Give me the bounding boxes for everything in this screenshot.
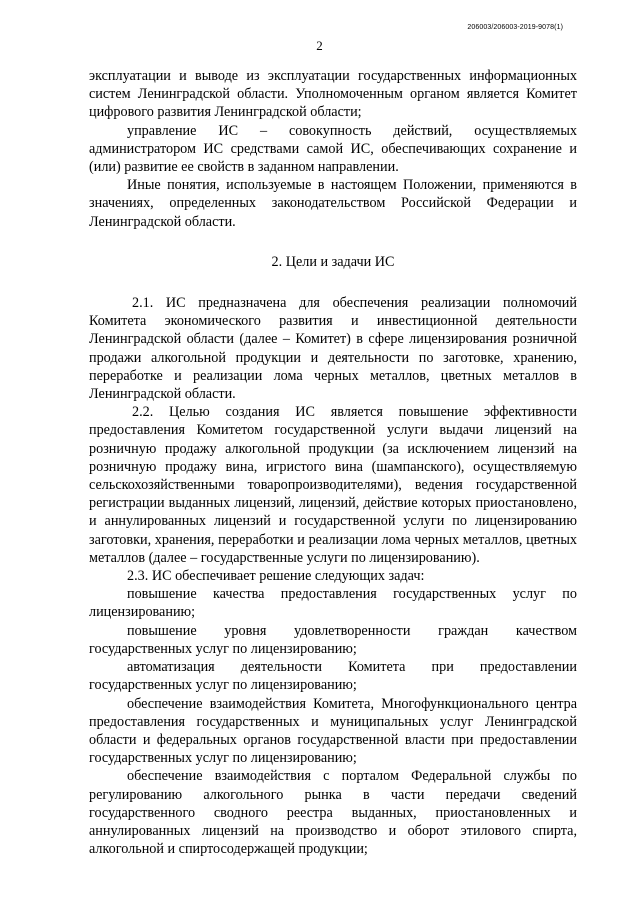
document-id: 206003/206003-2019-9078(1) (467, 24, 563, 31)
paragraph-continuation: эксплуатации и выводе из эксплуатации государственных информационных систем Ленинградской области. Уполномоченным органом является Комитет цифрового развития Ленинградской области; (89, 68, 577, 121)
task-item-4: обеспечение взаимодействия Комитета, Многофункционального центра предоставления государственных и муниципальных услуг Ленинградской области и федеральных органов государственной власти при предоставлении государственных услуг по лицензированию; (89, 695, 577, 767)
paragraph-is-management: управление ИС – совокупность действий, осуществляемых администратором ИС средствами самой ИС, обеспечивающих сохранение и (или) развитие ее свойств в заданном направлении. (89, 122, 577, 176)
section-heading: 2. Цели и задачи ИС (271, 253, 395, 270)
paragraph-2-3: 2.3. ИС обеспечивает решение следующих задач: (127, 568, 425, 585)
task-item-1: повышение качества предоставления государственных услуг по лицензированию; (89, 586, 577, 621)
task-item-5: обеспечение взаимодействия с порталом Федеральной службы по регулированию алкогольного рынка в части передачи сведений государственного сводного реестра выданных, приостановленных и аннулированных лицензий на производство и оборот этилового спирта, алкогольной и спиртосодержащей продукции; (89, 768, 577, 858)
task-item-2: повышение уровня удовлетворенности граждан качеством государственных услуг по лицензированию; (89, 622, 577, 657)
paragraph-2-1: 2.1. ИС предназначена для обеспечения реализации полномочий Комитета экономического развития и инвестиционной деятельности Ленинградской области (далее – Комитет) в сфере лицензирования розничной продажи алкогольной продукции и деятельности по заготовке, хранению, переработке и реализации лома черных металлов, цветных металлов в Ленинградской области. (89, 295, 577, 403)
paragraph-2-2: 2.2. Целью создания ИС является повышение эффективности предоставления Комитетом государственной услуги выдачи лицензий на розничную продажу алкогольной продукции (за исключением лицензий на розничную продажу вина, игристого вина (шампанского), осуществляемую сельскохозяйственными товаропроизводителями), ведения государственной регистрации выданных лицензий, лицензий, действие которых приостановлено, и аннулированных лицензий и государственной услуги по лицензированию заготовки, хранения, переработки и реализации лома черных металлов, цветных металлов (далее – государственные услуги по лицензированию). (89, 404, 577, 566)
page-number: 2 (316, 38, 323, 53)
task-item-3: автоматизация деятельности Комитета при предоставлении государственных услуг по лицензированию; (89, 659, 577, 694)
document-body (89, 67, 577, 858)
paragraph-other-terms: Иные понятия, используемые в настоящем Положении, применяются в значениях, определенных законодательством Российской Федерации и Ленинградской области. (89, 177, 577, 230)
